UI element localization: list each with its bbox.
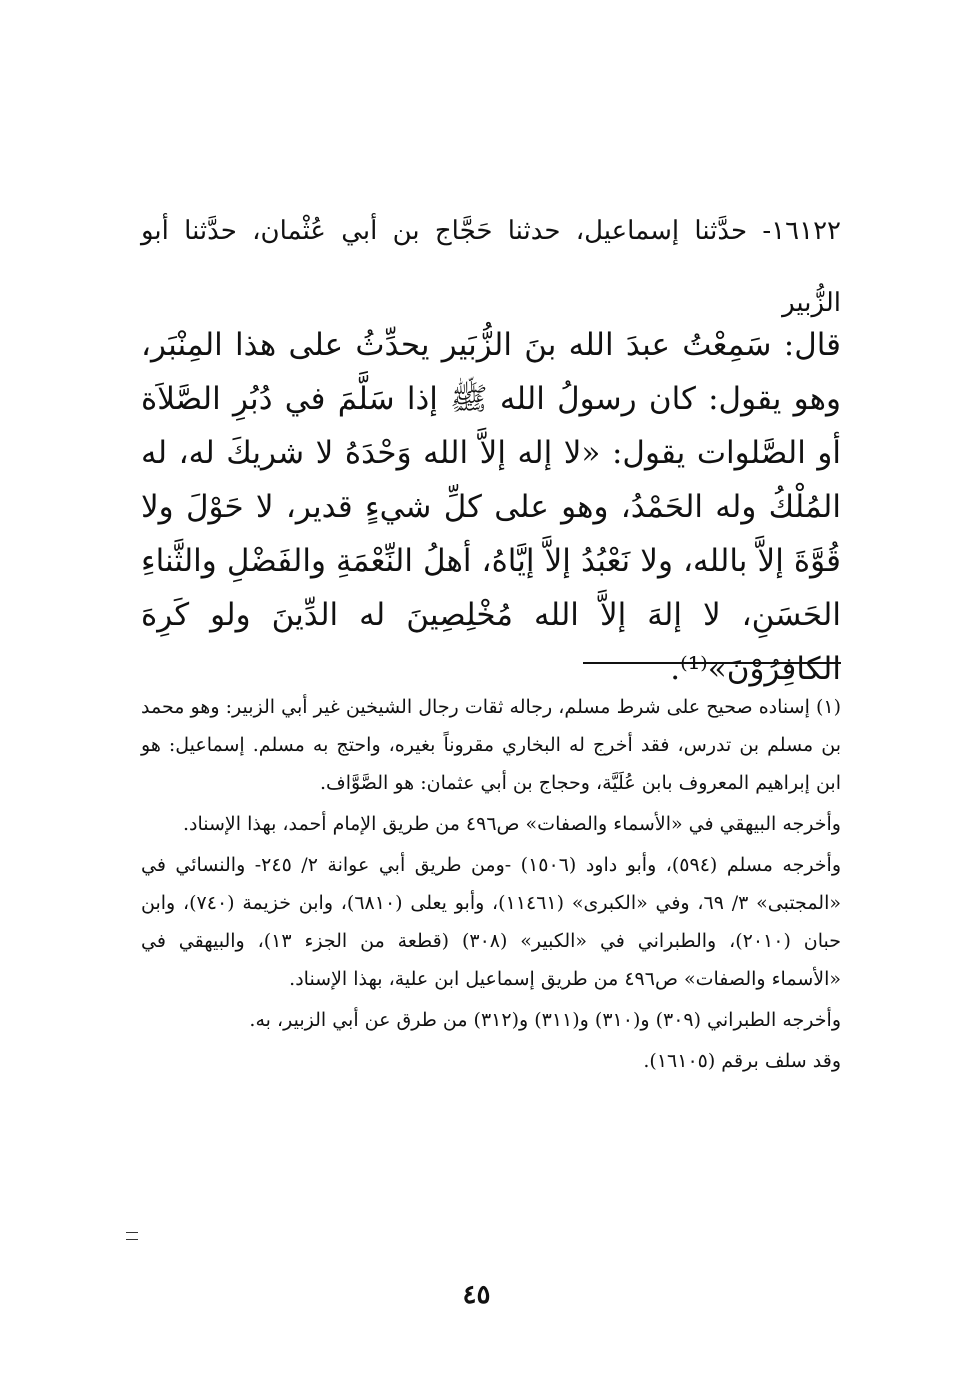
- continuation-mark: [126, 1232, 138, 1240]
- footnote-paragraph: وأخرجه البيهقي في «الأسماء والصفات» ص٤٩٦ من طريق الإمام أحمد، بهذا الإسناد.: [182, 813, 841, 835]
- footnote-paragraph: (١) إسناده صحيح على شرط مسلم، رجاله ثقات رجال الشيخين غير أبي الزبير: وهو محمد بن مسلم بن تدرس، فقد أخرج له البخاري مقروناً بغيره، واحتج به مسلم. إسماعيل: هو ابن إبراهيم المعروف بابن عُلَيَّة، وحجاج بن أبي عثمان: هو الصَّوَّاف.: [141, 696, 841, 794]
- footnote-paragraph: وأخرجه مسلم (٥٩٤)، وأبو داود (١٥٠٦) -ومن طريق أبي عوانة ٢/ ٢٤٥- والنسائي في «المجتبى» ٣/ ٦٩، وفي «الكبرى» (١١٤٦١)، وأبو يعلى (٦٨١٠)، وابن خزيمة (٧٤٠)، وابن حبان (٢٠١٠)، والطبراني في «الكبير» (٣٠٨) (قطعة من الجزء ١٣)، والبيهقي في «الأسماء والصفات» ص٤٩٦ من طريق إسماعيل ابن علية، بهذا الإسناد.: [141, 854, 841, 990]
- hadith-isnad: ١٦١٢٢- حدَّثنا إسماعيل، حدثنا حَجَّاج بن أبي عُثْمان، حدَّثنا أبو الزُّبير: [141, 216, 841, 318]
- footnote-divider: [583, 662, 841, 664]
- page-number: ٤٥: [462, 1280, 491, 1310]
- footnotes-section: [141, 688, 841, 1083]
- footnote-paragraph: وأخرجه الطبراني (٣٠٩) و(٣١٠) و(٣١١) و(٣١٢) من طرق عن أبي الزبير، به.: [249, 1009, 841, 1031]
- footnote-paragraph: وقد سلف برقم (١٦١٠٥).: [643, 1050, 841, 1072]
- hadith-text: [141, 318, 841, 696]
- hadith-matn: قال: سَمِعْتُ عبدَ الله بنَ الزُّبَير يحدِّثُ على هذا المِنْبَر، وهو يقول: كان رسولُ الله ﷺ إذا سَلَّمَ في دُبُرِ الصَّلاَة أو الصَّلوات يقول: «لا إله إلاَّ الله وَحْدَهُ لا شريكَ له، له المُلْكُ وله الحَمْدُ، وهو على كلِّ شيءٍ قدير، لا حَوْلَ ولا قُوَّةَ إلاَّ بالله، ولا نَعْبُدُ إلاَّ إيَّاهُ، أهلُ النِّعْمَةِ والفَضْلِ والثَّناءِ الحَسَنِ، لا إلهَ إلاَّ الله مُخْلِصِينَ له الدِّينَ ولو كَرِهَ الكافِرُوْنَ»⁽¹⁾.: [141, 327, 841, 687]
